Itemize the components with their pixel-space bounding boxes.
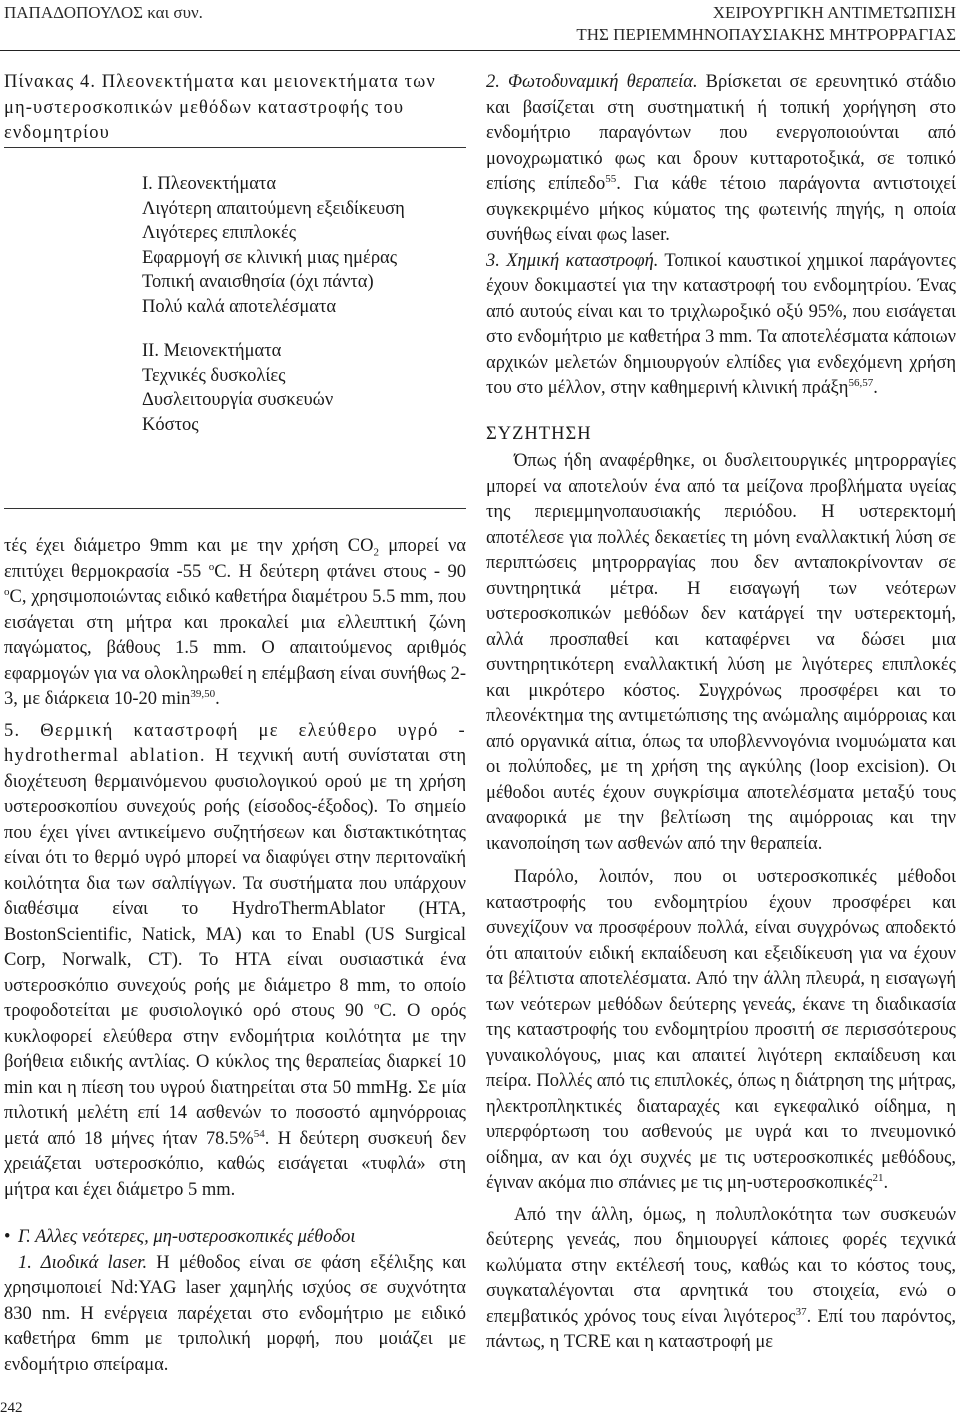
subsection-title: 5. Θερμική καταστροφή με ελεύθερο υγρό - hydrothermal ablation. [4,720,466,766]
running-header-left: ΠΑΠΑΔΟΠΟΥΛΟΣ και συν. [4,3,203,22]
running-header-right [576,2,956,46]
table-row: Λιγότερες επιπλοκές [142,223,297,243]
table-top-rule [4,147,466,148]
table-row: Τοπική αναισθησία (όχι πάντα) [142,272,374,292]
right-column-text [486,70,956,1356]
paragraph-photodynamic: 2. Φωτοδυναμική θεραπεία. Βρίσκεται σε ερευνητικό στάδιο και βασίζεται στη συστηματική ή τοπική χορήγηση στο ενδομήτριο παραγόντων που ενεργοποιούνται από μονοχρωματικό φως και δρουν κυτταροτοξικά, σε τοπικό επίσης επίπεδο$^{55}$. Για κάθε τέτοιο παράγοντα αντιστοιχεί συγκεκριμένο μήκος κύματος της φωτεινής πηγής, η οποία συνήθως είναι φως laser. [486,72,956,245]
citation: 37 [795,1305,807,1318]
citation: 55 [605,172,617,185]
header-rule [0,50,960,51]
paragraph-diode-laser: 1. Διοδικά laser. Η μέθοδος είναι σε φάση εξέλιξης και χρησιμοποιεί Nd:YAG laser χαμηλής ισχύος σε συχνότητα 830 nm. Η ενέργεια παρέχεται στο ενδομήτριο με ειδικό καθετήρα 6mm με τριπολική μορφή, που μοιάζει με ενδομήτριο σπείραμα. [4,1252,466,1375]
subsection-title: 1. Διοδικά laser. [18,1252,148,1273]
table-row: Πολύ καλά αποτελέσματα [142,296,337,317]
table-bottom-rule [4,508,466,509]
paragraph-cryo: τές έχει διάμετρο 9mm και με την χρήση $CO_2$ μπορεί να επιτύχει θερμοκρασία -55 $^o$C. Η δεύτερη φτάνει στους - 90 $^o$C, χρησιμοποιώντας ειδικό καθετήρα διαμέτρου 5.5 mm, που εισάγεται στη μήτρα και προκαλεί μια ελλειπτική ζώνη παγώματος, βάθους 1.5 mm. Ο απαιτούμενος αριθμός εφαρμογών για να ολοκληρωθεί η επέμβαση είναι συνήθως 2-3, με διάρκεια 10-20 $\min^{39,50}$. [4,536,467,709]
subsection-title: 2. Φωτοδυναμική θεραπεία. [486,72,698,92]
table-caption: Πίνακας 4. Πλεονεκτήματα και μειονεκτήματα των μη-υστεροσκοπικών μεθόδων καταστροφής του ενδομητρίου [4,72,436,143]
table-row: Λιγότερη απαιτούμενη εξειδίκευση [142,198,405,219]
paragraph-discussion-1: Όπως ήδη αναφέρθηκε, οι δυσλειτουργικές μητρορραγίες μπορεί να αποτελούν ένα από τα μείζονα προβλήματα υγείας της περιεμμηνοπαυσιακής περιόδου. Η υστερεκτομή αποτέλεσε για πολλές δεκαετίες τη μόνη εναλλακτική λύση σε περιπτώσεις μητρορραγίας που δεν ανταποκρίνονταν σε συντηρητικά μέτρα. Η εισαγωγή των νεότερων υστεροσκοπικών μεθόδων δεν κατάργεί την υστερεκτομή, αλλά προσπαθεί και καταφέρνει να δώσει μια συντηρητικότερη εναλλακτική λύση με λιγότερες επιπλοκές και μικρότερο κόστος. Συγχρόνως προσφέρει και το πλεονέκτημα της αντιμετώπισης της ανώμαλης αιμόρροιας και από οργανικά αίτια, όπως τα υποβλεννογόνια ινομυώματα και οι πολύποδες, με τη χρήση της αγκύλης (loop excision). Οι μέθοδοι αυτές έχουν συγκρίσιμα αποτελέσματα μεταξύ τους αναφορικά με την βελτίωση της αιμόρροιας και την ικανοποίηση των ασθενών από την θεραπεία. [486,451,956,854]
table-section-disadvantages-title: ΙΙ. Μειονεκτήματα [142,341,282,361]
table-body [142,172,466,437]
running-header-right-line2: ΤΗΣ ΠΕΡΙΕΜΜΗΝΟΠΑΥΣΙΑΚΗΣ ΜΗΤΡΟΡΡΑΓΙΑΣ [576,25,956,44]
citation: 56,57 [848,376,874,389]
bullet-icon: • [4,1227,11,1247]
table-row: Δυσλειτουργία συσκευών [142,390,334,410]
table-row: Τεχνικές δυσκολίες [142,365,286,386]
table-4 [4,172,466,508]
citation: 54 [253,1127,265,1140]
table-row: Κόστος [142,414,199,435]
left-column-text [4,534,466,1378]
table-caption-block [4,70,466,148]
page-number: 242 [0,1400,23,1416]
citation: 39,50 [190,687,216,700]
table-section-advantages-title: Ι. Πλεονεκτήματα [142,174,277,194]
section-heading-gamma: • Γ. Αλλες νεότερες, μη-υστεροσκοπικές μέθοδοι [4,1225,466,1251]
table-gap [142,319,466,339]
running-header-right-line1: ΧΕΙΡΟΥΡΓΙΚΗ ΑΝΤΙΜΕΤΩΠΙΣΗ [712,3,956,22]
table-row: Εφαρμογή σε κλινική μιας ημέρας [142,247,398,268]
paragraph-hydrothermal: 5. Θερμική καταστροφή με ελεύθερο υγρό - hydrothermal ablation. Η τεχνική αυτή συνίσταται στη διοχέτευση θερμαινόμενου φυσιολογικού ορού με τη χρήση υστεροσκοπίου συνεχούς ροής (είσοδος-έξοδος). Το σημείο που έχει γίνει αντικείμενο συζητήσεων και διστακτικότητας είναι ότι το θερμό υγρό μπορεί να διαφύγει στην περιτοναϊκή κοιλότητα δια των σαλπίγγων. Τα συστήματα που υπάρχουν διαθέσιμα είναι το HydroThermAblator (HTA, BostonScientific, Natick, MA) και το Enabl (US Surgical Corp, Norwalk, CT). Το HTA είναι ουσιαστικά ένα υστεροσκόπιο συνεχούς ροής με διάμετρο 8 mm, το οποίο τροφοδοτείται με φυσιολογικό ορό στους 90 $^o$C. Ο ορός κυκλοφορεί ελεύθερα στην ενδομήτρια κοιλότητα με την βοήθεια ειδικής αντλίας. Ο κύκλος της θεραπείας διαρκεί 10 min και η πίεση του υγρού διατηρείται στα 50 mmHg. Σε μία πιλοτική μελέτη επί 14 ασθενών το ποσοστό αμηνόρροιας μετά από 18 μήνες ήταν 78.5%$^{54}$. Η δεύτερη συσκευή δεν χρειάζεται υστεροσκόπιο, καθώς εισάγεται «τυφλά» στη μήτρα και έχει διάμετρο 5 mm. [4,720,466,1200]
subsection-title: 3. Χημική καταστροφή. [486,250,659,271]
paragraph-chemical: 3. Χημική καταστροφή. Τοπικοί καυστικοί χημικοί παράγοντες έχουν δοκιμαστεί για την καταστροφή του ενδομητρίου. Ένας από αυτούς είναι και το τριχλωροξικό οξύ 95%, που εισάγεται στο ενδομήτριο με καθετήρα 3 mm. Τα αποτελέσματα κάποιων αρχικών μελετών δημιουργούν ελπίδες για ενδεχόμενη χρήση του στο μέλλον, στην καθημερινή κλινική πράξη$^{56,57}$. [486,250,956,398]
paragraph-discussion-2: Παρόλο, λοιπόν, που οι υστεροσκοπικές μέθοδοι καταστροφής του ενδομητρίου έχουν προσφέρει και συνεχίζουν να προσφέρουν πολλά, είναι συγχρόνως αποδεκτό ότι απαιτούν ειδική εκπαίδευση και εξειδίκευση για να έχουν τα βέλτιστα αποτελέσματα. Από την άλλη πλευρά, η εισαγωγή των νεότερων μεθόδων δεύτερης γενεάς, έκανε τη διαδικασία της καταστροφής του ενδομητρίου προσιτή σε περισσότερους γυναικολόγους, μιας και απαιτεί λιγότερη εκπαίδευση και πείρα. Πολλές από τις επιπλοκές, όπως η διάτρηση της μήτρας, ηλεκτροπληκτικές διαταραχές και εγκεφαλικό οίδημα, η υπερφόρτωση του ασθενούς με υγρά και το πνευμονικό οίδημα, αν και όχι συχνές με τις υστεροσκοπικές μεθόδους, έγιναν ακόμα πιο σπάνιες με τις μη-υστεροσκοπικές$^{21}$. [486,867,956,1193]
citation: 21 [872,1171,884,1184]
paragraph-discussion-3: Από την άλλη, όμως, η πολυπλοκότητα των συσκευών δεύτερης γενεάς, που δημιουργεί κάποιες φορές τεχνικά κωλύματα στην εκτέλεσή τους, καθώς και το κόστος τους, συγκαταλέγονται στα αρνητικά του στοιχεία, ενώ ο επεμβατικός χρόνος τους είναι λιγότερος$^{37}$. Επί του παρόντος, πάντως, η TCRE και η καταστροφή με [486,1204,957,1352]
section-heading-discussion: ΣΥΖΗΤΗΣΗ [486,423,592,444]
